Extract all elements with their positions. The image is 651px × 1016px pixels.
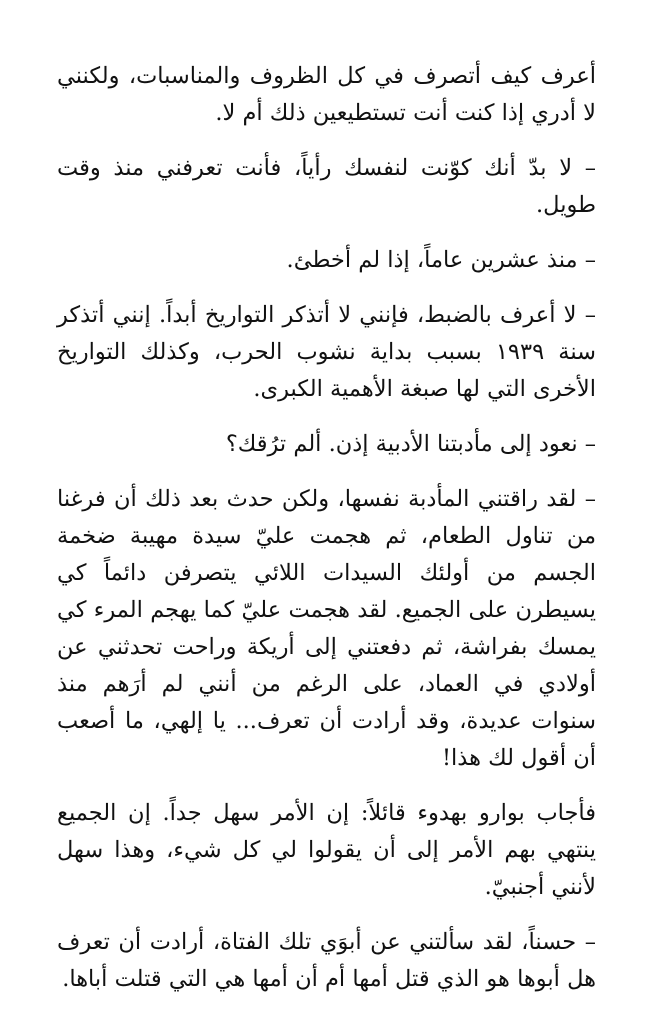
paragraph-4: – لا أعرف بالضبط، فإنني لا أتذكر التواريخ أبداً. إنني أتذكر سنة ١٩٣٩ بسبب بداية نشوب الحرب، وكذلك التواريخ الأخرى التي لها صبغة الأهمية الكبرى.	[57, 302, 596, 402]
book-page	[57, 58, 596, 1016]
paragraph-5: – نعود إلى مأدبتنا الأدبية إذن. ألم ترُقك؟	[225, 431, 596, 457]
paragraph-3: – منذ عشرين عاماً، إذا لم أخطئ.	[286, 247, 596, 273]
paragraph-2: – لا بدّ أنك كوّنت لنفسك رأياً، فأنت تعرفني منذ وقت طويل.	[57, 155, 596, 218]
paragraph-6: – لقد راقتني المأدبة نفسها، ولكن حدث بعد ذلك أن فرغنا من تناول الطعام، ثم هجمت عليّ سيدة مهيبة ضخمة الجسم من أولئك السيدات اللائي يتصرفن دائماً كي يسيطرن على الجميع. لقد هجمت عليّ كما يهجم المرء كي يمسك بفراشة، ثم دفعتني إلى أريكة وراحت تحدثني عن أولادي في العماد، على الرغم من أنني لم أرَهم منذ سنوات عديدة، وقد أرادت أن تعرف... يا إلهي، ما أصعب أن أقول لك هذا!	[57, 486, 596, 771]
paragraph-8: – حسناً، لقد سألتني عن أبوَي تلك الفتاة، أرادت أن تعرف هل أبوها هو الذي قتل أمها أم أن أمها هي التي قتلت أباها.	[57, 929, 596, 992]
paragraph-7: فأجاب بوارو بهدوء قائلاً: إن الأمر سهل جداً. إن الجميع ينتهي بهم الأمر إلى أن يقولوا لي كل شيء، وهذا سهل لأنني أجنبيّ.	[57, 800, 596, 900]
paragraph-1: أعرف كيف أتصرف في كل الظروف والمناسبات، ولكنني لا أدري إذا كنت أنت تستطيعين ذلك أم لا.	[57, 63, 596, 126]
